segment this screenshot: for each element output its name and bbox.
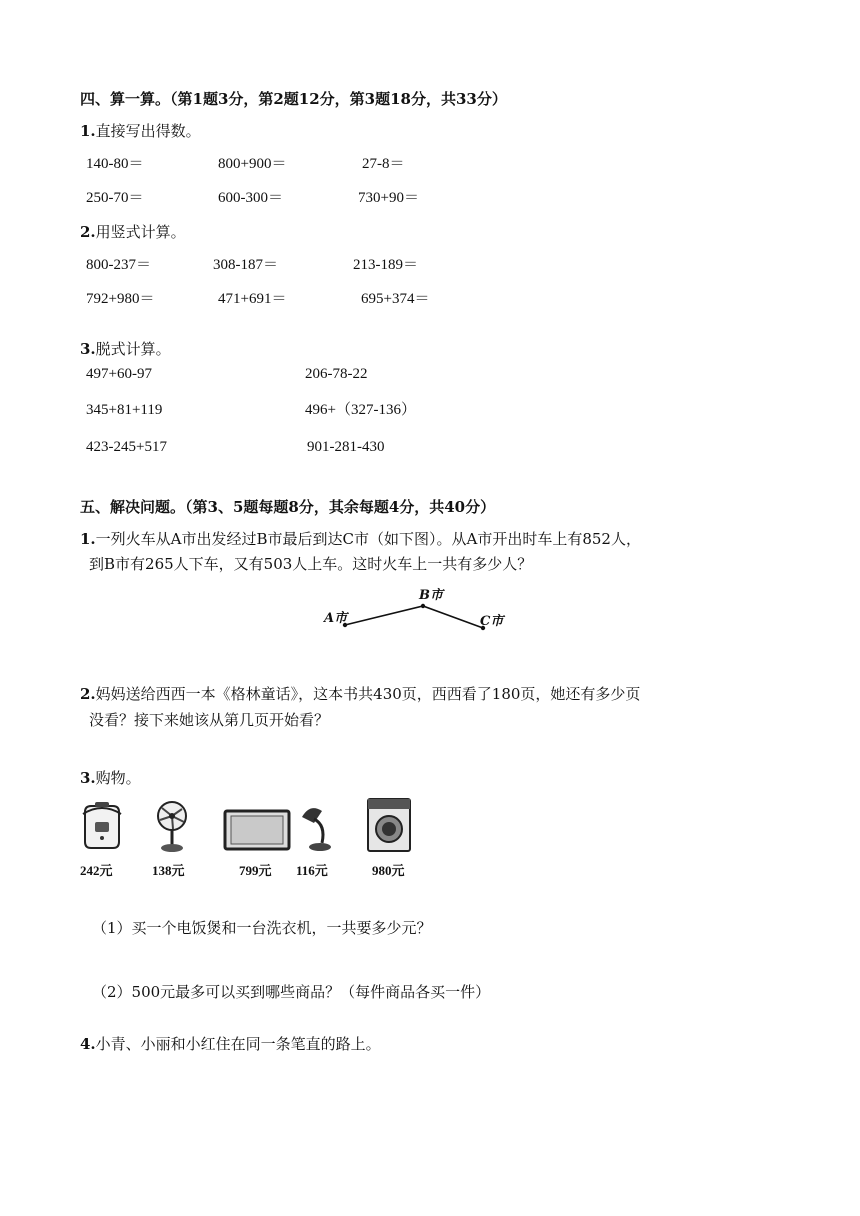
calc-item: 140-80＝ [86, 156, 144, 172]
q5-3-title: 3.购物。 [80, 769, 141, 787]
price-label: 138元 [152, 863, 185, 878]
price-label: 242元 [80, 863, 113, 878]
calc-item: 27-8＝ [362, 156, 405, 172]
calc-item: 600-300＝ [218, 190, 283, 206]
route-line [345, 606, 483, 628]
q5-4-title: 4.小青、小丽和小红住在同一条笔直的路上。 [80, 1035, 381, 1053]
city-b-label: B市 [419, 588, 443, 603]
calc-item: 730+90＝ [358, 190, 419, 206]
q5-1-line2: 到B市有265人下车，又有503人上车。这时火车上一共有多少人？ [89, 555, 533, 573]
price-label: 980元 [372, 863, 405, 878]
q5-2-line1: 2.妈妈送给西西一本《格林童话》，这本书共430页，西西看了180页，她还有多少页 [80, 685, 641, 703]
calc-item: 206-78-22 [305, 366, 368, 382]
washing-machine-icon [364, 795, 414, 855]
q5-2-line2: 没看？接下来她该从第几页开始看？ [89, 711, 330, 729]
television-icon [223, 809, 293, 854]
calc-item: 308-187＝ [213, 257, 278, 273]
calc-item: 792+980＝ [86, 291, 155, 307]
calc-item: 497+60-97 [86, 366, 152, 382]
q5-3-sub2: （2）500元最多可以买到哪些商品？（每件商品各买一件） [92, 983, 491, 1001]
calc-item: 345+81+119 [86, 402, 163, 418]
section4-heading: 四、算一算。（第1题3分，第2题12分，第3题18分，共33分） [80, 90, 507, 108]
q5-3-sub1: （1）买一个电饭煲和一台洗衣机，一共要多少元？ [92, 919, 432, 937]
city-c-label: C市 [480, 614, 504, 629]
calc-item: 423-245+517 [86, 439, 167, 455]
q4-3-title: 3.脱式计算。 [80, 340, 171, 358]
q4-1-title: 1.直接写出得数。 [80, 122, 201, 140]
q5-1-line1: 1.一列火车从A市出发经过B市最后到达C市（如下图）。从A市开出时车上有852人， [80, 530, 641, 548]
calc-item: 471+691＝ [218, 291, 287, 307]
q4-2-title: 2.用竖式计算。 [80, 223, 186, 241]
calc-item: 695+374＝ [361, 291, 430, 307]
calc-item: 800-237＝ [86, 257, 151, 273]
city-a-label: A市 [324, 611, 348, 626]
price-label: 799元 [239, 863, 272, 878]
calc-item: 213-189＝ [353, 257, 418, 273]
calc-item: 800+900＝ [218, 156, 287, 172]
calc-item: 250-70＝ [86, 190, 144, 206]
fan-icon [152, 800, 192, 855]
calc-item: 496+（327-136） [305, 402, 416, 418]
price-label: 116元 [296, 863, 328, 878]
section5-heading: 五、解决问题。（第3、5题每题8分，其余每题4分，共40分） [80, 498, 496, 516]
desk-lamp-icon [296, 801, 336, 856]
calc-item: 901-281-430 [307, 439, 385, 455]
rice-cooker-icon [77, 800, 127, 852]
